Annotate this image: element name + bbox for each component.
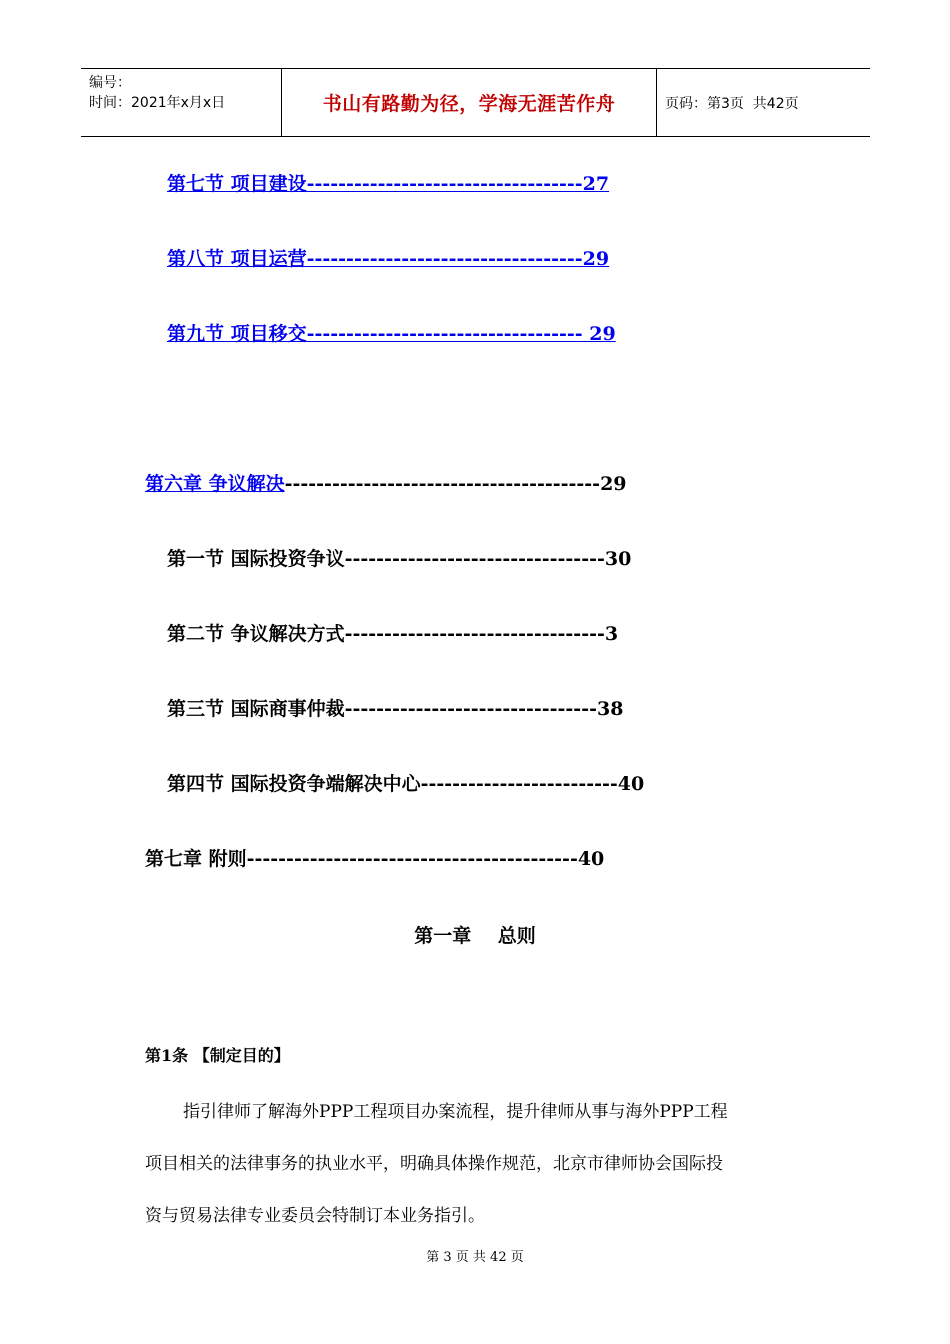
toc-entry-section-2[interactable] — [0, 622, 950, 646]
chapter-title: 第一章 总则 — [414, 925, 536, 947]
toc-entry-section-7[interactable] — [0, 172, 950, 196]
toc-label: 第七章 附则 — [145, 848, 247, 870]
toc-entry-chapter-7[interactable] — [0, 847, 950, 871]
toc-page: 29 — [600, 473, 627, 495]
paragraph-line: 指引律师了解海外PPP工程项目办案流程，提升律师从事与海外PPP工程 — [183, 1102, 728, 1122]
header-page-info: 页码：第3页 共42页 — [665, 95, 799, 112]
toc-entry-section-3[interactable] — [0, 697, 950, 721]
paragraph-line: 项目相关的法律事务的执业水平，明确具体操作规范，北京市律师协会国际投 — [145, 1154, 723, 1174]
toc-dashes: --------------------------------- — [344, 623, 605, 645]
toc-page: 40 — [617, 773, 645, 795]
toc-label: 第七节 项目建设 — [167, 173, 307, 195]
toc-label: 第九节 项目移交 — [167, 323, 307, 345]
header-number: 编号： — [89, 75, 131, 91]
toc-dashes: ----------------------------------- — [306, 173, 583, 195]
toc-dashes: -------------------------------- — [344, 698, 597, 720]
toc-label: 第八节 项目运营 — [167, 248, 307, 270]
toc-page: 3 — [604, 623, 619, 645]
toc-entry-chapter-6[interactable] — [0, 472, 950, 496]
toc-page: 29 — [582, 323, 616, 345]
toc-dashes: ------------------------------------------ — [246, 848, 578, 870]
toc-entry-section-8[interactable] — [0, 247, 950, 271]
page-footer: 第 3 页 共 42 页 — [426, 1250, 524, 1265]
toc-dashes: ------------------------- — [420, 773, 618, 795]
toc-page: 38 — [596, 698, 624, 720]
article-title: 第1条 【制定目的】 — [145, 1046, 290, 1065]
toc-dashes: ----------------------------------- — [306, 323, 583, 345]
header-meta — [89, 73, 225, 113]
toc-dashes: ----------------------------------- — [306, 248, 583, 270]
toc-page: 27 — [582, 173, 610, 195]
toc-label: 第二节 争议解决方式 — [167, 623, 345, 645]
toc-dashes: ---------------------------------------- — [284, 473, 601, 495]
toc-label: 第一节 国际投资争议 — [167, 548, 345, 570]
toc-page: 30 — [604, 548, 632, 570]
header-time: 时间：2021年x月x日 — [89, 95, 226, 111]
header-motto: 书山有路勤为径，学海无涯苦作舟 — [322, 93, 616, 115]
header-divider — [656, 69, 657, 136]
toc-label: 第四节 国际投资争端解决中心 — [167, 773, 421, 795]
toc-entry-section-9[interactable] — [0, 322, 950, 346]
page-header — [81, 68, 870, 137]
paragraph-line: 资与贸易法律专业委员会特制订本业务指引。 — [145, 1206, 485, 1226]
toc-label: 第三节 国际商事仲裁 — [167, 698, 345, 720]
toc-label: 第六章 争议解决 — [145, 473, 285, 495]
toc-page: 40 — [577, 848, 605, 870]
toc-page: 29 — [582, 248, 610, 270]
toc-dashes: --------------------------------- — [344, 548, 605, 570]
toc-entry-section-4[interactable] — [0, 772, 950, 796]
toc-entry-section-1[interactable] — [0, 547, 950, 571]
